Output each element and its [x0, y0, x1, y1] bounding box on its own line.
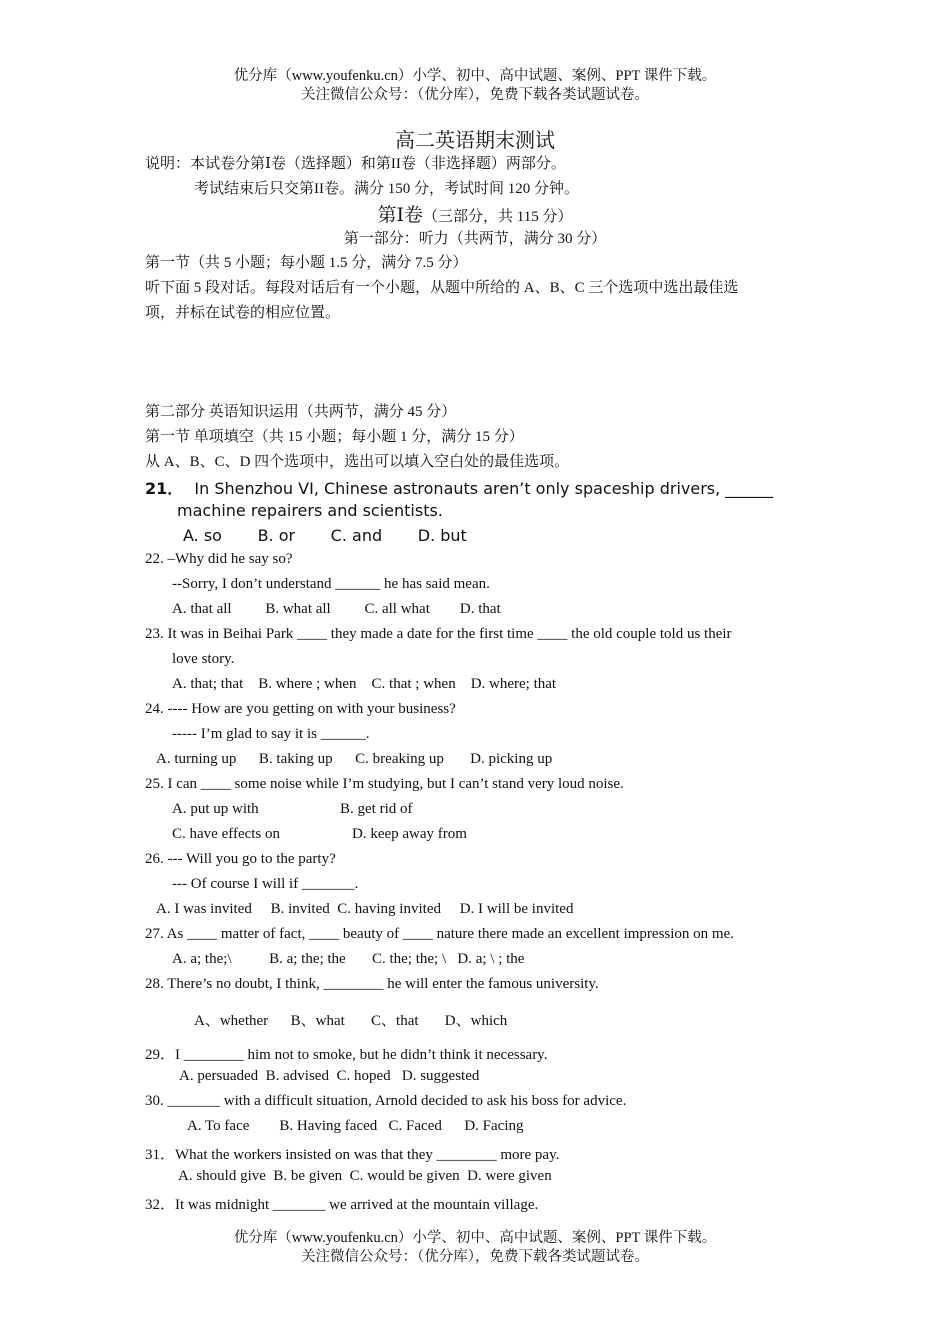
question-21-stem-2: machine repairers and scientists. [177, 501, 443, 520]
page-header [0, 67, 950, 105]
question-24-options: A. turning up B. taking up C. breaking up D. picking up [156, 751, 553, 767]
volume1-heading-sub: （三部分，共 115 分） [423, 209, 573, 225]
page-footer [0, 1229, 950, 1267]
question-26-options: A. I was invited B. invited C. having invited D. I will be invited [156, 901, 574, 917]
question-31-stem: 31．What the workers insisted on was that they ________ more pay. [145, 1147, 560, 1163]
question-23-stem-1: 23. It was in Beihai Park ____ they made a date for the first time ____ the old couple told us their [145, 626, 732, 642]
question-25-option-b: B. get rid of [340, 801, 413, 817]
question-28-options: A、whether B、what C、that D、which [194, 1013, 508, 1029]
question-25-stem: 25. I can ____ some noise while I’m studying, but I can’t stand very loud noise. [145, 776, 624, 792]
question-24-stem-1: 24. ---- How are you getting on with your business? [145, 701, 456, 717]
footer-line-2: 关注微信公众号：（优分库），免费下载各类试题试卷。 [301, 1249, 649, 1265]
header-line-2: 关注微信公众号：（优分库），免费下载各类试题试卷。 [301, 87, 649, 103]
section1-heading: 第一节（共 5 小题；每小题 1.5 分，满分 7.5 分） [145, 255, 468, 271]
section1-desc-2: 项，并标在试卷的相应位置。 [145, 305, 341, 321]
part1-heading: 第一部分：听力（共两节，满分 30 分） [343, 231, 607, 247]
question-28-stem: 28. There’s no doubt, I think, ________ he will enter the famous university. [145, 976, 599, 992]
part2-heading: 第二部分 英语知识运用（共两节，满分 45 分） [145, 404, 457, 420]
question-25-option-c: C. have effects on [172, 826, 281, 842]
volume1-heading [0, 200, 950, 227]
question-21-options: A. so B. or C. and D. but [183, 526, 467, 545]
question-24-stem-2: ----- I’m glad to say it is ______. [172, 726, 370, 742]
question-32-stem: 32．It was midnight _______ we arrived at the mountain village. [145, 1197, 539, 1213]
question-29-options: A. persuaded B. advised C. hoped D. suggested [179, 1068, 480, 1084]
page-title: 高二英语期末测试 [395, 130, 555, 152]
question-31-options: A. should give B. be given C. would be given D. were given [178, 1168, 552, 1184]
question-26-stem-2: --- Of course I will if _______. [172, 876, 359, 892]
question-30-stem: 30. _______ with a difficult situation, Arnold decided to ask his boss for advice. [145, 1093, 627, 1109]
question-30-options: A. To face B. Having faced C. Faced D. Facing [187, 1118, 524, 1134]
question-25-option-a: A. put up with [172, 801, 259, 817]
question-26-stem-1: 26. --- Will you go to the party? [145, 851, 336, 867]
question-27-stem: 27. As ____ matter of fact, ____ beauty of ____ nature there made an excellent impression on me. [145, 926, 734, 942]
question-22-stem-2: --Sorry, I don’t understand ______ he has said mean. [172, 576, 490, 592]
question-27-options: A. a; the;\ B. a; the; the C. the; the; \ D. a; \ ; the [172, 951, 525, 967]
question-21 [145, 476, 773, 499]
question-22-stem: 22. –Why did he say so? [145, 551, 293, 567]
question-21-stem-1: In Shenzhou VI, Chinese astronauts aren’t only spaceship drivers, ______ [194, 479, 774, 498]
question-22-options: A. that all B. what all C. all what D. that [172, 601, 501, 617]
part2-section1-heading: 第一节 单项填空（共 15 小题；每小题 1 分，满分 15 分） [145, 429, 524, 445]
header-line-1: 优分库（www.youfenku.cn）小学、初中、高中试题、案例、PPT 课件下载。 [233, 68, 717, 84]
footer-line-1: 优分库（www.youfenku.cn）小学、初中、高中试题、案例、PPT 课件下载。 [233, 1230, 717, 1246]
question-25-option-d: D. keep away from [352, 826, 467, 842]
instructions-line-2: 考试结束后只交第II卷。满分 150 分，考试时间 120 分钟。 [194, 181, 579, 197]
question-29-stem: 29．I ________ him not to smoke, but he didn’t think it necessary. [145, 1047, 548, 1063]
volume1-heading-main: 第Ⅰ卷 [377, 205, 424, 226]
part2-desc: 从 A、B、C、D 四个选项中，选出可以填入空白处的最佳选项。 [145, 454, 570, 470]
question-23-stem-2: love story. [172, 651, 235, 667]
question-23-options: A. that; that B. where ; when C. that ; when D. where; that [172, 676, 557, 692]
section1-desc-1: 听下面 5 段对话。每段对话后有一个小题，从题中所给的 A、B、C 三个选项中选出最佳选 [145, 280, 739, 296]
question-21-number: 21． [145, 479, 184, 498]
instructions-line-1: 说明：本试卷分第Ⅰ卷（选择题）和第II卷（非选择题）两部分。 [145, 156, 566, 172]
